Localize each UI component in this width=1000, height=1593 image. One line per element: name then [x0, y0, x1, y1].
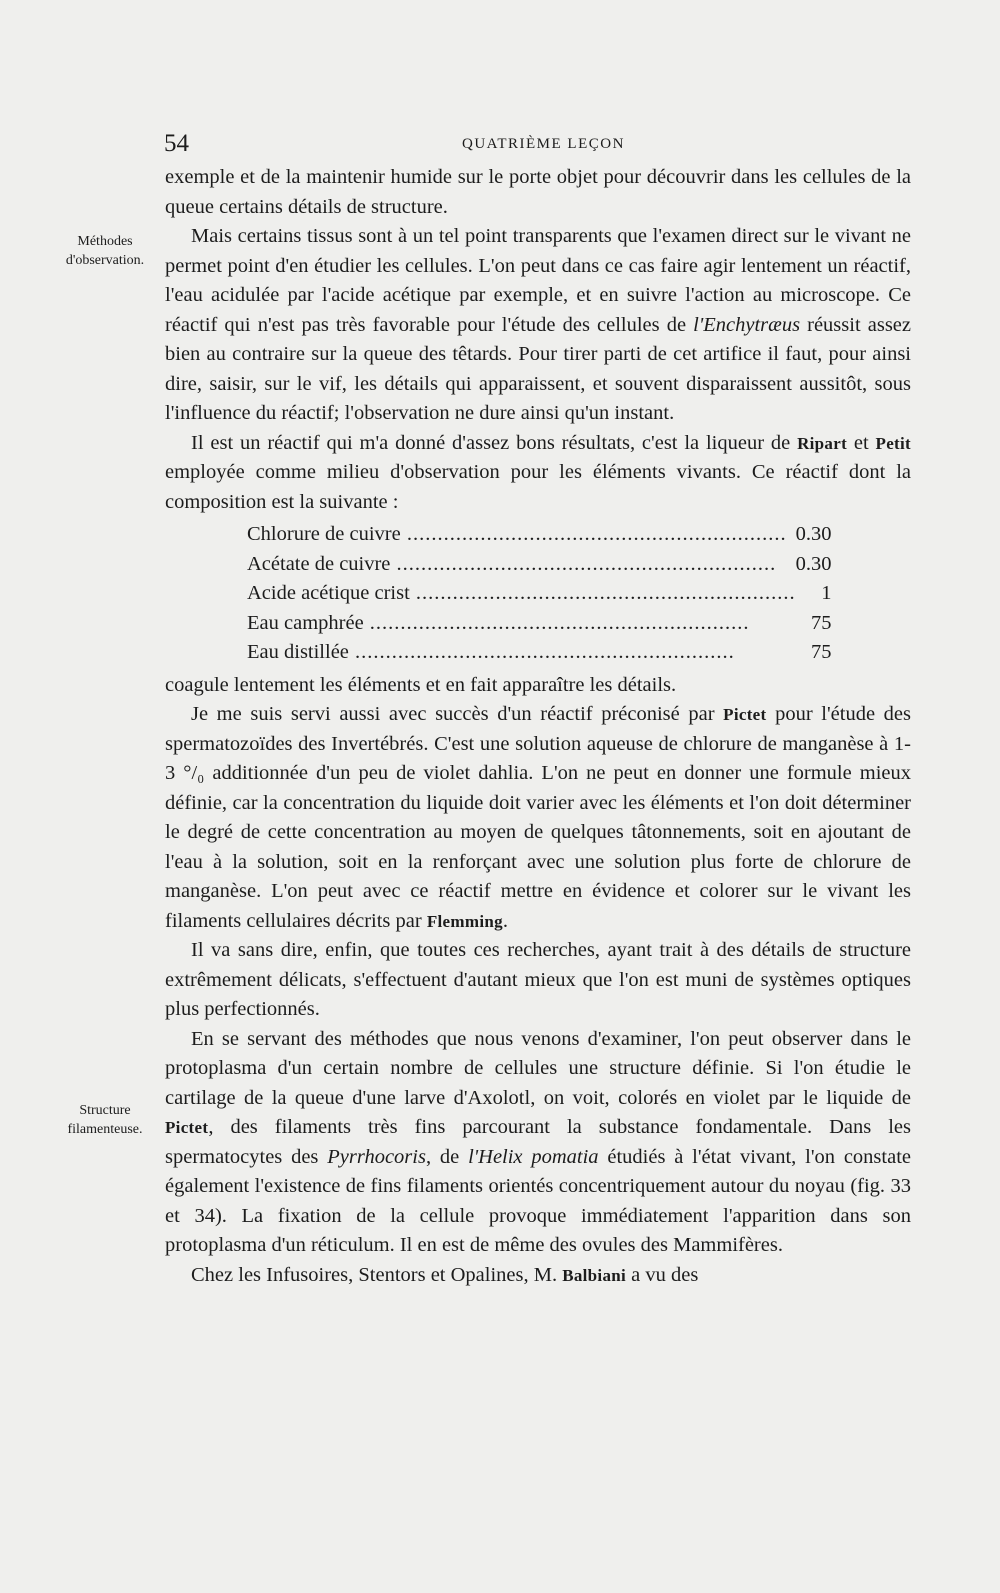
author-name: Balbiani	[562, 1265, 627, 1285]
text-run: pour l'étude des spermatozoïdes des Invertébrés. C'est une solution aqueuse de chlorure de manganèse à 1-3 °/₀ additionnée d'un peu de violet dahlia. L'on ne peut en donner une formule mieux définie, car la concentration du liquide doit varier avec les éléments et l'on doit déterminer le degré de cette concentration au moyen de quelques tâtonnements, soit en ajoutant de l'eau à la solution, soit en la renforçant avec une solution plus forte de chlorure de manganèse. L'on peut avec ce réactif mettre en évidence et colorer sur le vivant les filaments cellulaires décrits par	[165, 703, 912, 932]
page-header	[0, 130, 1000, 160]
recipe-row	[247, 609, 832, 639]
paragraph	[165, 1025, 911, 1261]
author-name: Pictet	[165, 1118, 209, 1137]
paragraph: Il va sans dire, enfin, que toutes ces recherches, ayant trait à des détails de structure extrêmement délicats, s'effectuent d'autant mieux que l'on est muni de systèmes optiques plus perfectionnés.	[165, 939, 911, 1020]
text-run: Je me suis servi aussi avec succès d'un réactif préconisé par	[191, 703, 724, 725]
page-number: 54	[164, 130, 189, 157]
text-run: Chez les Infusoires, Stentors et Opalines, M.	[191, 1263, 563, 1286]
recipe-ingredient: Acide acétique crist .....	[247, 579, 796, 609]
margin-note-line: d'observation.	[65, 253, 145, 268]
text-run: Il est un réactif qui m'a donné d'assez bons résultats, c'est la liqueur de	[191, 431, 798, 454]
italic-term: Pyrrhocoris	[327, 1145, 426, 1168]
text-run: .	[502, 909, 509, 932]
running-title: QUATRIÈME LEÇON	[462, 136, 625, 152]
body-text	[165, 163, 911, 1290]
author-name: Ripart	[797, 433, 848, 453]
paragraph: exemple et de la maintenir humide sur le porte objet pour découvrir dans les cellules de la queue certains détails de structure.	[165, 166, 911, 218]
margin-note-line: Méthodes	[77, 234, 133, 249]
text-run: réussit assez bien au contraire sur la queue des têtards. Pour tirer parti de cet artifice il faut, pour ainsi dire, saisir, sur le vif, les détails qui apparaissent, et souvent disparaissent aussitôt, sous l'influence du réactif; l'observation ne dure ainsi qu'un instant.	[165, 313, 911, 424]
recipe-ingredient: Eau distillée .....	[247, 638, 796, 668]
text-run: En se servant des méthodes que nous venons d'examiner, l'on peut observer dans le protoplasma d'un certain nombre de cellules une structure définie. Si l'on étudie le cartilage de la queue d'une larve d'Axolotl, on voit, colorés en violet par le liquide de	[165, 1027, 911, 1109]
text-run: et	[847, 431, 876, 454]
recipe-row	[247, 638, 832, 668]
recipe-ingredient: Acétate de cuivre .....	[247, 550, 796, 580]
author-name: Flemming	[426, 911, 503, 931]
text-run: , des filaments très fins parcourant la substance fondamentale. Dans les spermatocytes des	[165, 1116, 911, 1168]
recipe-quantity: 0.30	[795, 552, 832, 575]
recipe-quantity: 1	[821, 582, 832, 604]
italic-term: l'Enchytræus	[693, 313, 801, 336]
text-run: , de	[425, 1145, 469, 1168]
recipe-ingredient: Eau camphrée .....	[247, 609, 796, 639]
recipe-row	[247, 579, 832, 609]
margin-note-line: filamenteuse.	[67, 1122, 143, 1137]
recipe-row	[247, 550, 832, 580]
paragraph	[165, 700, 911, 936]
text-run: étudiés à l'état vivant, l'on constate également l'existence de fins filaments orientés concentriquement autour du noyau (fig. 33 et 34). La fixation de la cellule provoque immédiatement l'apparition dans son protoplasma d'un réticulum. Il en est de même des ovules des Mammifères.	[165, 1145, 911, 1256]
italic-term: l'Helix pomatia	[468, 1145, 599, 1168]
text-run: a vu des	[626, 1263, 699, 1286]
text-run: Mais certains tissus sont à un tel point transparents que l'examen direct sur le vivant ne permet point d'en étudier les cellules. L'on peut dans ce cas faire agir lentement un réactif, l'eau acidulée par l'acide acétique par exemple, et en suivre l'action au microscope. Ce réactif qui n'est pas très favorable pour l'étude des cellules de	[165, 225, 911, 336]
paragraph	[165, 222, 911, 429]
recipe-quantity: 0.30	[795, 523, 832, 545]
paragraph: coagule lentement les éléments et en fait apparaître les détails.	[165, 673, 677, 696]
margin-note-methodes	[30, 232, 180, 270]
author-name: Pictet	[723, 705, 767, 724]
recipe-quantity: 75	[811, 611, 832, 634]
margin-note-line: Structure	[79, 1103, 131, 1118]
recipe-row	[247, 520, 832, 550]
recipe-table	[247, 520, 832, 668]
margin-note-structure	[30, 1101, 180, 1139]
paragraph	[165, 1261, 911, 1291]
recipe-ingredient: Chlorure de cuivre .....	[247, 520, 796, 550]
text-run: employée comme milieu d'observation pour les éléments vivants. Ce réactif dont la composition est la suivante :	[165, 461, 911, 513]
recipe-quantity: 75	[811, 641, 832, 663]
paragraph	[165, 429, 911, 518]
author-name: Petit	[875, 433, 912, 453]
